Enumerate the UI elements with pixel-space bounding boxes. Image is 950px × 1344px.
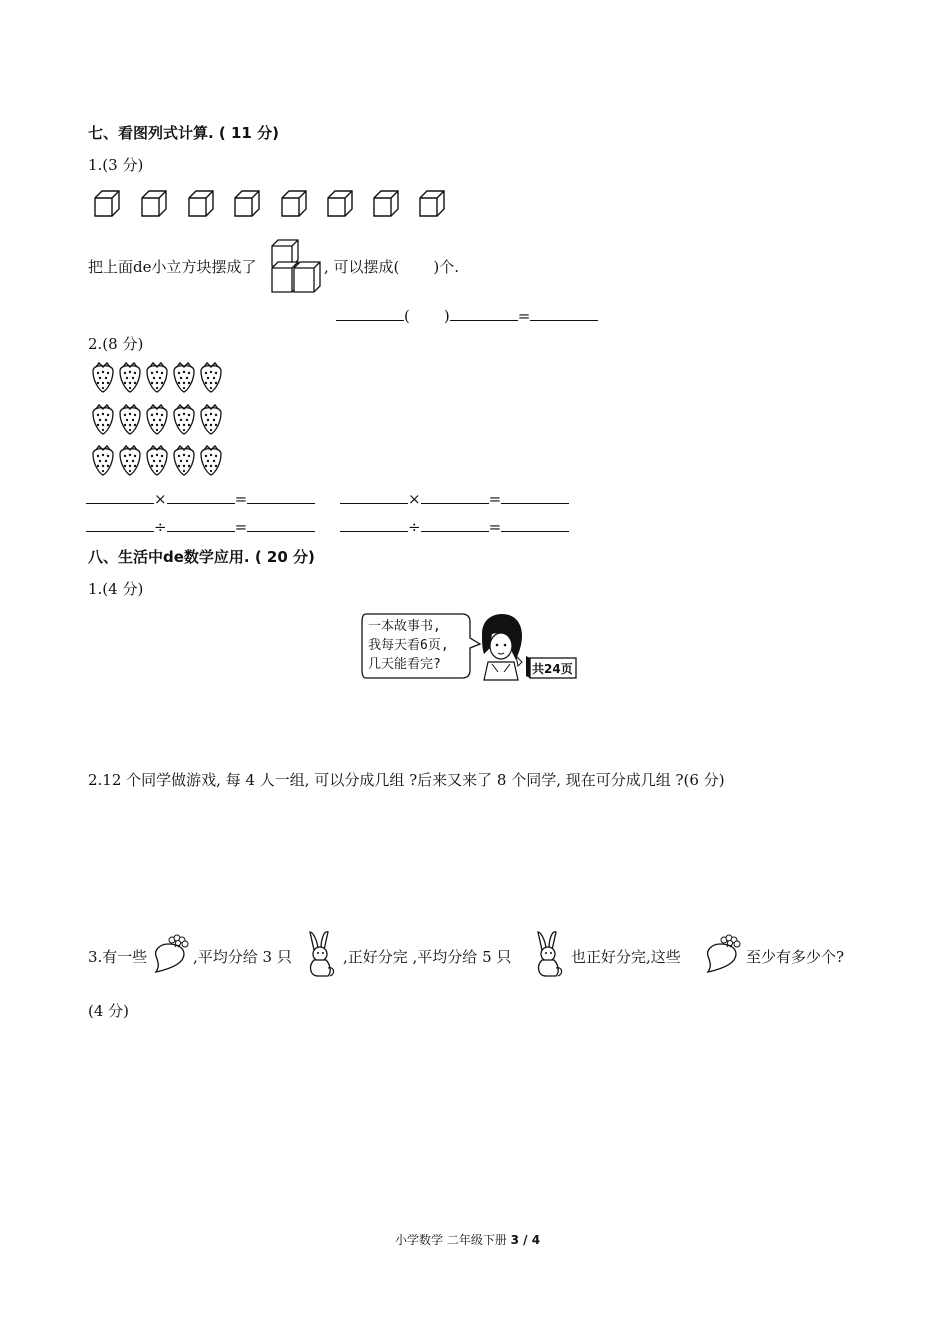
s8-q3-part5: 至少有多少个? bbox=[746, 948, 845, 966]
radish-icon bbox=[152, 934, 192, 976]
s8-q3-part3: ,正好分完 ,平均分给 5 只 bbox=[343, 948, 512, 966]
q2-div-equation-right: ÷ = bbox=[340, 517, 569, 536]
answer-blank[interactable] bbox=[501, 489, 569, 504]
cube-icon bbox=[235, 191, 259, 216]
section7-heading: 七、看图列式计算. ( 11 分) bbox=[88, 124, 279, 142]
answer-blank[interactable] bbox=[501, 517, 569, 532]
cube-icon bbox=[374, 191, 398, 216]
answer-blank[interactable] bbox=[86, 489, 154, 504]
answer-blank[interactable] bbox=[247, 489, 315, 504]
cube-icon bbox=[420, 191, 444, 216]
rabbit-icon bbox=[532, 930, 568, 978]
girl-reading-illustration bbox=[360, 612, 584, 684]
answer-blank[interactable] bbox=[450, 306, 518, 321]
q1-equation: ( ) = bbox=[336, 306, 598, 325]
answer-blank[interactable] bbox=[336, 306, 404, 321]
strawberry-grid bbox=[90, 360, 230, 480]
radish-icon bbox=[704, 934, 744, 976]
page-footer bbox=[395, 1231, 540, 1248]
q1-label: 1.(3 分) bbox=[88, 156, 144, 174]
s8-q3-part2: ,平均分给 3 只 bbox=[193, 948, 292, 966]
answer-blank[interactable] bbox=[421, 517, 489, 532]
s8-q3-score: (4 分) bbox=[88, 1002, 130, 1020]
stacked-cubes-icon bbox=[270, 238, 322, 294]
cube-row bbox=[94, 188, 454, 218]
q2-div-equation-left: ÷ = bbox=[86, 517, 315, 536]
s8-q3-part1: 3.有一些 bbox=[88, 948, 148, 966]
answer-blank[interactable] bbox=[167, 517, 235, 532]
q1-text-after: , 可以摆成( )个. bbox=[324, 258, 460, 276]
s8-q2-text: 2.12 个同学做游戏, 每 4 人一组, 可以分成几组 ?后来又来了 8 个同学, 现在可分成几组 ?(6 分) bbox=[88, 771, 725, 789]
cube-icon bbox=[282, 191, 306, 216]
answer-blank[interactable] bbox=[530, 306, 598, 321]
bubble-line-3: 几天能看完? bbox=[368, 657, 441, 672]
footer-page-number: 3 / 4 bbox=[510, 1233, 541, 1247]
answer-blank[interactable] bbox=[421, 489, 489, 504]
bubble-line-2: 我每天看6页, bbox=[368, 638, 449, 653]
q2-mul-equation-left: × = bbox=[86, 489, 315, 508]
answer-blank[interactable] bbox=[167, 489, 235, 504]
s8-q1-label: 1.(4 分) bbox=[88, 580, 144, 598]
q1-text-before: 把上面de小立方块摆成了 bbox=[88, 258, 257, 276]
footer-subject: 小学数学 二年级下册 bbox=[395, 1233, 507, 1247]
bubble-line-1: 一本故事书, bbox=[368, 619, 441, 634]
book-tag: 共24页 bbox=[532, 662, 573, 676]
q2-label: 2.(8 分) bbox=[88, 335, 144, 353]
answer-blank[interactable] bbox=[247, 517, 315, 532]
q2-mul-equation-right: × = bbox=[340, 489, 569, 508]
cube-icon bbox=[95, 191, 119, 216]
s8-q3-part4: 也正好分完,这些 bbox=[571, 948, 681, 966]
cube-icon bbox=[142, 191, 166, 216]
answer-blank[interactable] bbox=[340, 489, 408, 504]
answer-blank[interactable] bbox=[340, 517, 408, 532]
answer-blank[interactable] bbox=[86, 517, 154, 532]
cube-icon bbox=[328, 191, 352, 216]
section8-heading: 八、生活中de数学应用. ( 20 分) bbox=[88, 548, 315, 566]
rabbit-icon bbox=[304, 930, 340, 978]
cube-icon bbox=[189, 191, 213, 216]
